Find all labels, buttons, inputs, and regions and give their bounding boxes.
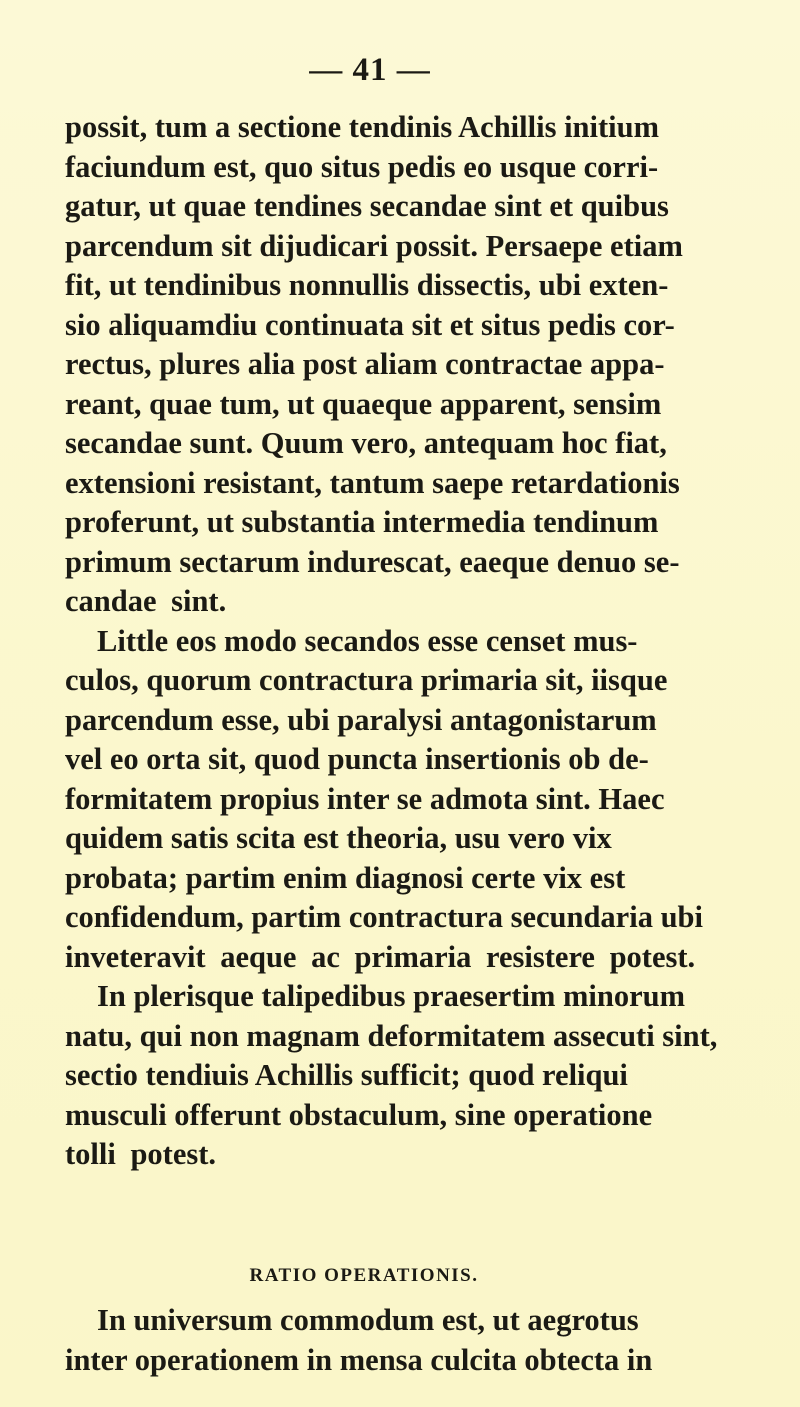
text-line: possit, tum a sectione tendinis Achillis initium: [65, 110, 659, 144]
text-line: culos, quorum contractura primaria sit, iisque: [65, 663, 668, 697]
text-line: In plerisque talipedibus praesertim minorum: [97, 979, 686, 1013]
text-line: vel eo orta sit, quod puncta insertionis ob de-: [65, 742, 649, 776]
text-line: candae sint.: [65, 584, 227, 618]
text-line: sio aliquamdiu continuata sit et situs pedis cor-: [65, 307, 675, 342]
section-heading: RATIO OPERATIONIS.: [249, 1265, 479, 1286]
text-line: tolli potest.: [65, 1137, 217, 1171]
text-line: parcendum esse, ubi paralysi antagonistarum: [65, 702, 657, 737]
text-line: parcendum sit dijudicari possit. Persaepe etiam: [65, 228, 683, 263]
text-line: gatur, ut quae tendines secandae sint et quibus: [65, 189, 669, 223]
text-line: proferunt, ut substantia intermedia tendinum: [65, 505, 659, 539]
text-line: reant, quae tum, ut quaeque apparent, sensim: [65, 386, 662, 421]
text-line: Little eos modo secandos esse censet mus-: [97, 623, 638, 658]
text-line: fit, ut tendinibus nonnullis dissectis, ubi exten-: [65, 268, 669, 302]
text-line: rectus, plures alia post aliam contractae appa-: [65, 347, 665, 381]
text-line: musculi offerunt obstaculum, sine operatione: [65, 1097, 653, 1132]
text-line: formitatem propius inter se admota sint. Haec: [65, 781, 665, 816]
text-line: quidem satis scita est theoria, usu vero vix: [65, 821, 612, 855]
text-line: primum sectarum indurescat, eaeque denuo se-: [65, 544, 680, 579]
text-line: In universum commodum est, ut aegrotus: [97, 1303, 639, 1337]
text-line: faciundum est, quo situs pedis eo usque corri-: [65, 149, 659, 184]
text-line: probata; partim enim diagnosi certe vix est: [65, 860, 626, 895]
text-line: extensioni resistant, tantum saepe retardationis: [65, 465, 680, 500]
text-line: natu, qui non magnam deformitatem assecuti sint,: [65, 1018, 718, 1053]
text-line: confidendum, partim contractura secundaria ubi: [65, 900, 703, 934]
page-number: — 41 —: [309, 52, 431, 88]
text-line: secandae sunt. Quum vero, antequam hoc fiat,: [65, 426, 667, 460]
text-line: sectio tendiuis Achillis sufficit; quod reliqui: [65, 1058, 628, 1092]
text-line: inveteravit aeque ac primaria resistere potest.: [65, 939, 696, 974]
text-line: inter operationem in mensa culcita obtecta in: [65, 1343, 653, 1377]
